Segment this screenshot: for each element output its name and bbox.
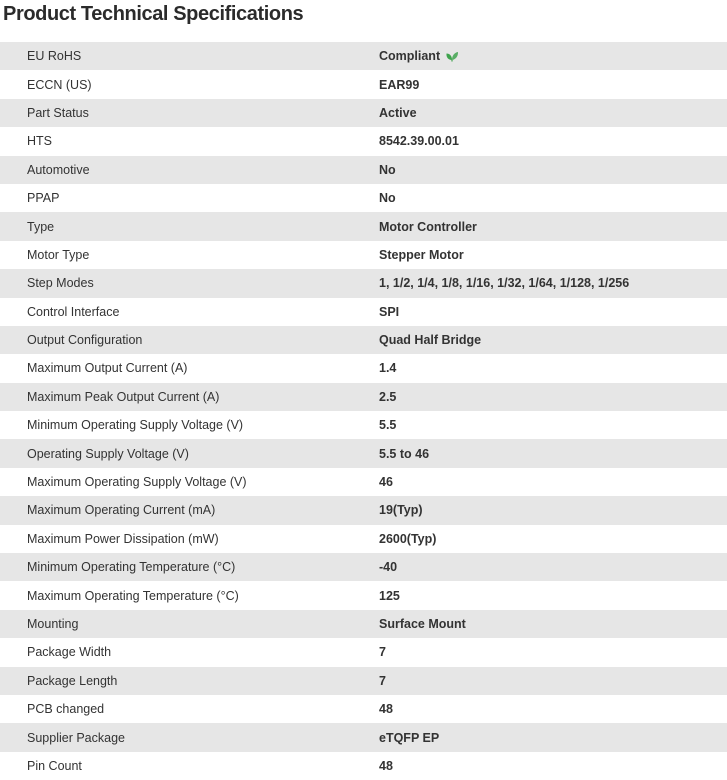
spec-label: EU RoHS xyxy=(27,49,82,64)
spec-value: Surface Mount xyxy=(379,617,466,631)
spec-row xyxy=(0,156,727,184)
spec-row xyxy=(0,354,727,382)
spec-row xyxy=(0,610,727,638)
spec-value: EAR99 xyxy=(379,77,420,92)
spec-value: 2.5 xyxy=(379,389,397,404)
spec-label: Type xyxy=(27,219,55,234)
spec-value-cell xyxy=(379,212,727,240)
spec-value-cell xyxy=(379,695,727,723)
page-title: Product Technical Specifications xyxy=(3,3,304,25)
spec-value: eTQFP EP xyxy=(379,730,440,745)
spec-value-cell xyxy=(379,70,727,98)
spec-value-cell xyxy=(379,127,727,155)
spec-value: No xyxy=(379,191,396,206)
spec-value-cell xyxy=(379,42,727,70)
spec-row xyxy=(0,184,727,212)
spec-row xyxy=(0,411,727,439)
spec-label: Automotive xyxy=(27,162,90,177)
spec-value: 8542.39.00.01 xyxy=(379,134,459,149)
spec-value-cell xyxy=(379,667,727,695)
spec-label: Pin Count xyxy=(27,758,82,773)
spec-label: Operating Supply Voltage (V) xyxy=(27,446,189,461)
spec-row xyxy=(0,383,727,411)
spec-value: Stepper Motor xyxy=(379,247,464,262)
spec-value: SPI xyxy=(379,304,400,319)
spec-row xyxy=(0,241,727,269)
spec-label: Package Length xyxy=(27,673,118,688)
spec-value-cell xyxy=(379,326,727,354)
spec-value-cell xyxy=(379,723,727,751)
spec-row xyxy=(0,525,727,553)
spec-value: Compliant xyxy=(379,49,441,64)
spec-value-cell xyxy=(379,496,727,524)
spec-value-cell xyxy=(379,752,727,780)
spec-row xyxy=(0,99,727,127)
spec-value-cell xyxy=(379,184,727,212)
spec-value: 46 xyxy=(379,475,393,490)
spec-label: Maximum Operating Temperature (°C) xyxy=(27,588,239,603)
spec-row xyxy=(0,212,727,240)
spec-label: Supplier Package xyxy=(27,730,125,745)
spec-value-cell xyxy=(379,269,727,297)
spec-label: Mounting xyxy=(27,617,79,631)
spec-value-cell xyxy=(379,638,727,666)
spec-label: HTS xyxy=(27,134,52,149)
spec-table xyxy=(0,42,727,780)
spec-row xyxy=(0,468,727,496)
spec-label: Package Width xyxy=(27,645,112,660)
spec-value: -40 xyxy=(379,560,398,575)
spec-value-cell xyxy=(379,581,727,609)
spec-row xyxy=(0,326,727,354)
spec-row xyxy=(0,723,727,751)
spec-row xyxy=(0,695,727,723)
spec-table-body xyxy=(0,42,727,780)
spec-row xyxy=(0,496,727,524)
spec-row xyxy=(0,127,727,155)
spec-label: Maximum Peak Output Current (A) xyxy=(27,389,220,404)
spec-value: 48 xyxy=(379,702,393,717)
spec-value-cell xyxy=(379,610,727,638)
spec-label: ECCN (US) xyxy=(27,77,92,92)
spec-value: Motor Controller xyxy=(379,219,477,234)
spec-value-cell xyxy=(379,468,727,496)
spec-row xyxy=(0,42,727,70)
spec-value: 48 xyxy=(379,758,393,773)
spec-value: 19(Typ) xyxy=(379,503,423,518)
spec-row xyxy=(0,638,727,666)
spec-label: Minimum Operating Temperature (°C) xyxy=(27,560,236,575)
spec-value: 7 xyxy=(379,645,386,660)
spec-label: Maximum Output Current (A) xyxy=(27,361,188,376)
spec-label: Minimum Operating Supply Voltage (V) xyxy=(27,418,244,433)
spec-value: Quad Half Bridge xyxy=(379,333,482,348)
spec-row xyxy=(0,298,727,326)
spec-value: 5.5 to 46 xyxy=(379,446,430,461)
spec-value: Active xyxy=(379,105,417,120)
spec-value: 2600(Typ) xyxy=(379,531,437,546)
spec-value: 7 xyxy=(379,673,386,688)
spec-row xyxy=(0,553,727,581)
spec-row xyxy=(0,752,727,780)
spec-value: 1.4 xyxy=(379,361,397,376)
spec-label: Control Interface xyxy=(27,304,120,319)
spec-value: 1, 1/2, 1/4, 1/8, 1/16, 1/32, 1/64, 1/128, 1/256 xyxy=(379,276,630,291)
spec-value-cell xyxy=(379,553,727,581)
spec-label: PCB changed xyxy=(27,702,105,717)
spec-row xyxy=(0,667,727,695)
spec-value-cell xyxy=(379,411,727,439)
spec-value-cell xyxy=(379,383,727,411)
spec-value-cell xyxy=(379,99,727,127)
spec-row xyxy=(0,439,727,467)
spec-value-cell xyxy=(379,241,727,269)
leaf-icon xyxy=(445,50,459,62)
spec-value: 5.5 xyxy=(379,418,397,433)
spec-label: Output Configuration xyxy=(27,333,143,348)
spec-label: Maximum Operating Current (mA) xyxy=(27,503,216,518)
spec-row xyxy=(0,70,727,98)
spec-row xyxy=(0,581,727,609)
spec-value: No xyxy=(379,162,396,177)
spec-label: PPAP xyxy=(27,191,60,206)
spec-value-cell xyxy=(379,156,727,184)
spec-label: Maximum Operating Supply Voltage (V) xyxy=(27,475,247,490)
spec-value-cell xyxy=(379,298,727,326)
spec-row xyxy=(0,269,727,297)
spec-value: 125 xyxy=(379,588,400,603)
spec-label: Part Status xyxy=(27,105,89,120)
spec-label: Maximum Power Dissipation (mW) xyxy=(27,531,219,546)
spec-value-cell xyxy=(379,354,727,382)
spec-label: Step Modes xyxy=(27,276,94,291)
spec-value-cell xyxy=(379,439,727,467)
spec-value-cell xyxy=(379,525,727,553)
spec-label: Motor Type xyxy=(27,247,90,262)
